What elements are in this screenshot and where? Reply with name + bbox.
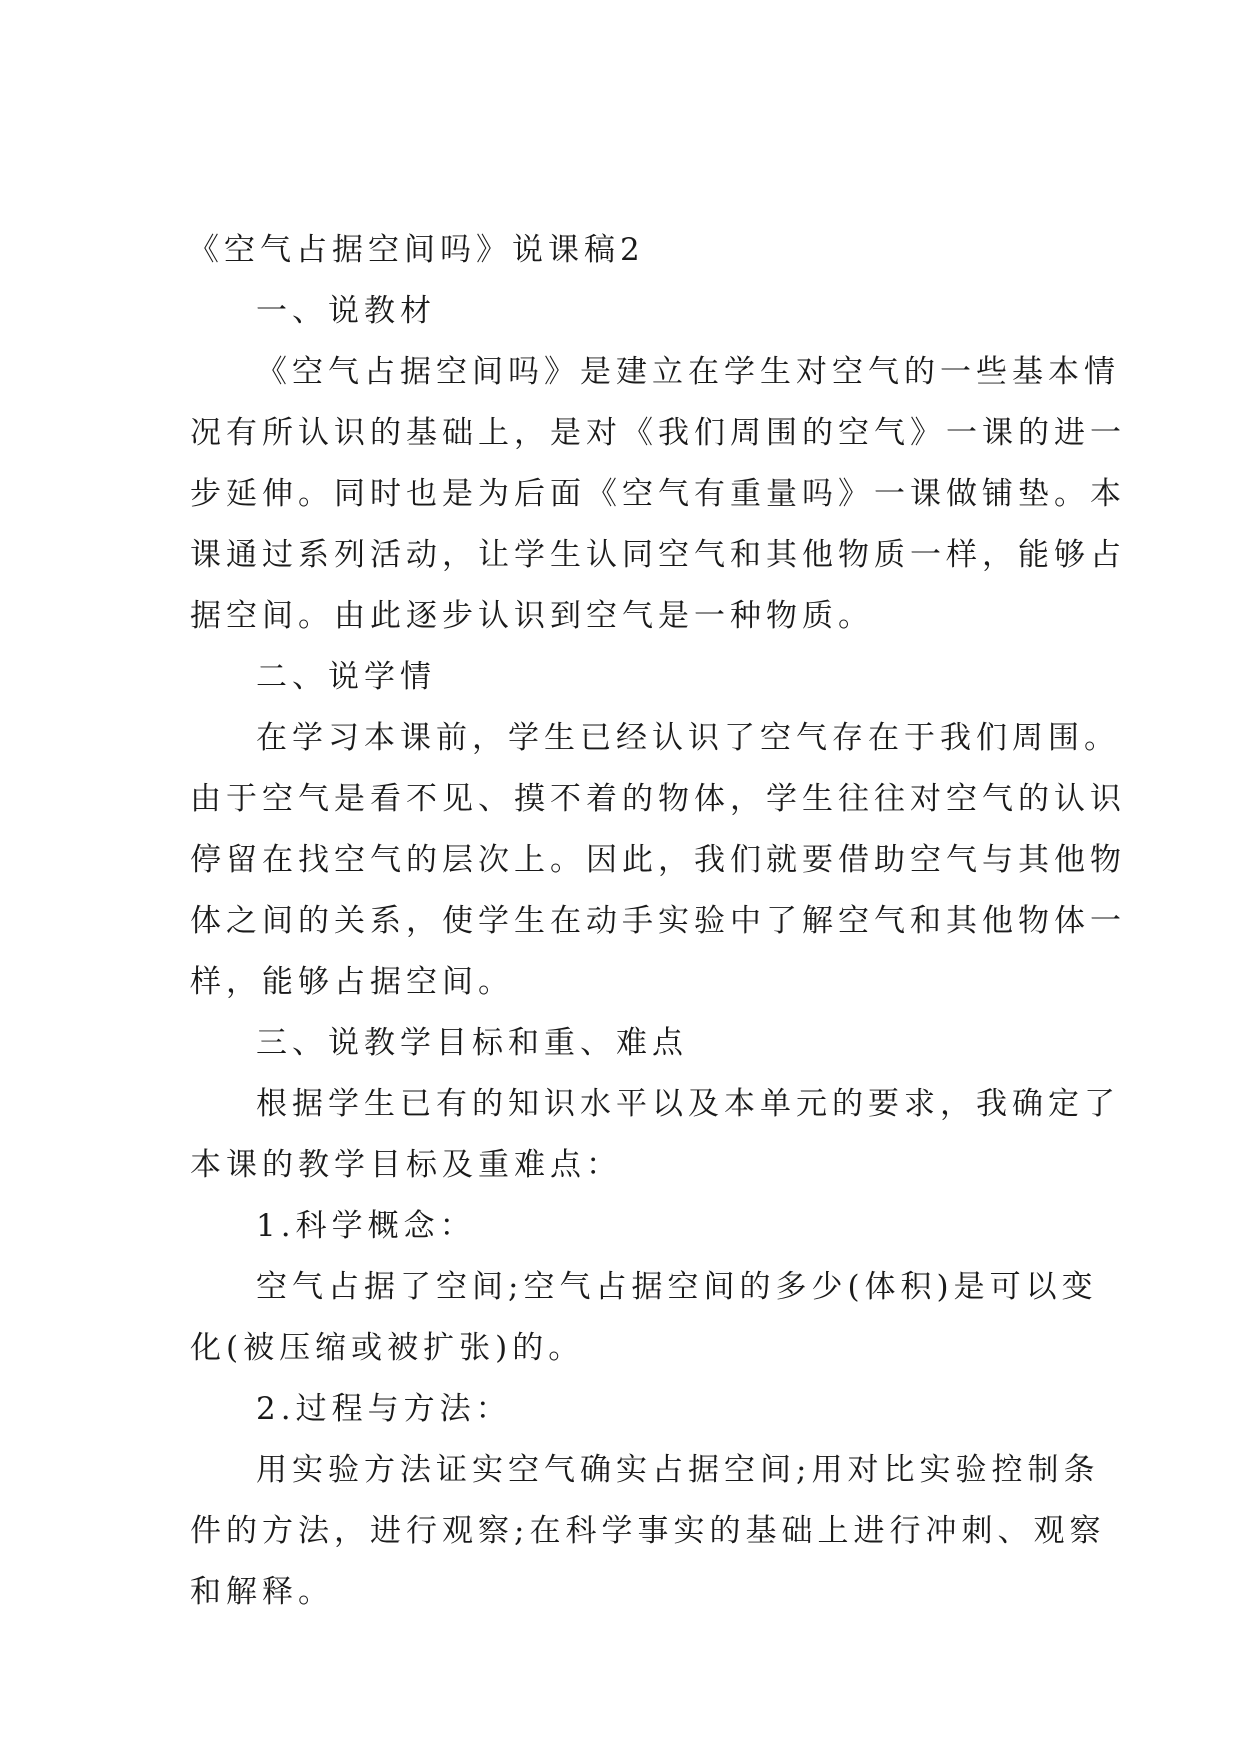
paragraph-line: 由于空气是看不见、摸不着的物体，学生往往对空气的认识 (190, 781, 1126, 817)
paragraph-line: 停留在找空气的层次上。因此，我们就要借助空气与其他物 (190, 842, 1126, 878)
paragraph-line: 根据学生已有的知识水平以及本单元的要求，我确定了 (256, 1086, 1120, 1122)
paragraph-line: 《空气占据空间吗》是建立在学生对空气的一些基本情 (256, 354, 1120, 390)
paragraph-line: 课通过系列活动，让学生认同空气和其他物质一样，能够占 (190, 537, 1126, 573)
paragraph-line: 据空间。由此逐步认识到空气是一种物质。 (190, 598, 874, 634)
paragraph-line: 况有所认识的基础上，是对《我们周围的空气》一课的进一 (190, 415, 1126, 451)
paragraph-line: 件的方法，进行观察;在科学事实的基础上进行冲刺、观察 (190, 1513, 1106, 1549)
paragraph-line: 化(被压缩或被扩张)的。 (190, 1330, 585, 1366)
document-title: 《空气占据空间吗》说课稿2 (188, 232, 645, 268)
paragraph-line: 体之间的关系，使学生在动手实验中了解空气和其他物体一 (190, 903, 1126, 939)
paragraph-line: 空气占据了空间;空气占据空间的多少(体积)是可以变 (256, 1269, 1098, 1305)
subsection-heading: 2.过程与方法： (256, 1391, 512, 1427)
subsection-heading: 1.科学概念： (256, 1208, 476, 1244)
section-heading: 二、说学情 (256, 659, 436, 695)
paragraph-line: 样，能够占据空间。 (190, 964, 514, 1000)
document-body (188, 220, 1126, 1623)
section-heading: 三、说教学目标和重、难点 (256, 1025, 688, 1061)
section-heading: 一、说教材 (256, 293, 436, 329)
paragraph-line: 用实验方法证实空气确实占据空间;用对比实验控制条 (256, 1452, 1100, 1488)
paragraph-line: 本课的教学目标及重难点： (190, 1147, 622, 1183)
paragraph-line: 步延伸。同时也是为后面《空气有重量吗》一课做铺垫。本 (190, 476, 1126, 512)
paragraph-line: 在学习本课前，学生已经认识了空气存在于我们周围。 (256, 720, 1120, 756)
paragraph-line: 和解释。 (190, 1574, 334, 1610)
